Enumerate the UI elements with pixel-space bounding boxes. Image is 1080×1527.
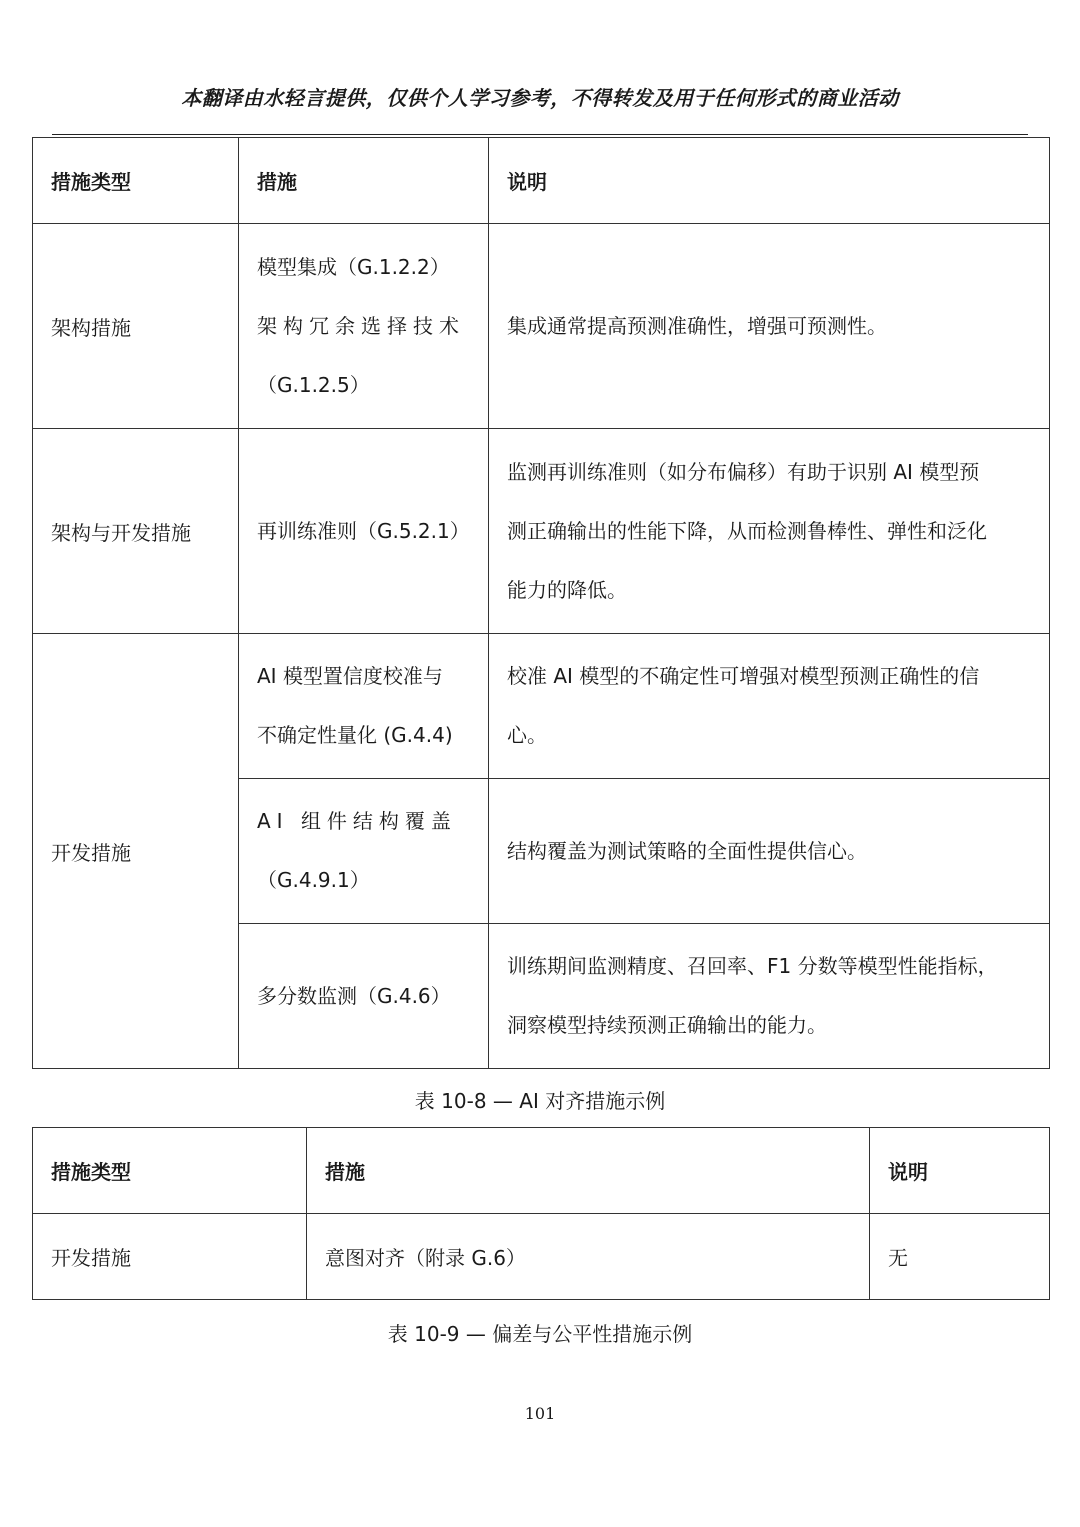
column-header-measure: 措施 bbox=[239, 138, 489, 224]
description-cell bbox=[489, 224, 1050, 429]
description-line: 测正确输出的性能下降，从而检测鲁棒性、弹性和泛化 bbox=[507, 518, 987, 543]
page-header: 本翻译由水轻言提供，仅供个人学习参考，不得转发及用于任何形式的商业活动 bbox=[181, 86, 899, 110]
page-number: 101 bbox=[524, 1404, 556, 1423]
description-line: 心。 bbox=[507, 723, 547, 747]
table-10-9 bbox=[32, 1127, 1050, 1300]
description-line: 能力的降低。 bbox=[507, 577, 627, 602]
table-caption: 表 10-9 — 偏差与公平性措施示例 bbox=[387, 1322, 693, 1346]
column-header-description: 说明 bbox=[489, 138, 1050, 224]
description-cell bbox=[489, 429, 1050, 634]
measure-line: （G.1.2.5） bbox=[257, 372, 370, 397]
description-line: 监测再训练准则（如分布偏移）有助于识别 AI 模型预 bbox=[507, 459, 980, 484]
description-line: 洞察模型持续预测正确输出的能力。 bbox=[507, 1013, 827, 1037]
table-header-row bbox=[33, 138, 1050, 224]
measure-cell bbox=[239, 429, 489, 634]
measure-cell bbox=[239, 224, 489, 429]
measure-type-cell: 开发措施 bbox=[33, 634, 239, 1069]
measure-cell: 意图对齐（附录 G.6） bbox=[307, 1214, 870, 1300]
column-header-type: 措施类型 bbox=[33, 1128, 307, 1214]
description-line: 训练期间监测精度、召回率、F1 分数等模型性能指标， bbox=[507, 954, 998, 978]
table-10-8 bbox=[32, 137, 1050, 1069]
description-cell bbox=[489, 634, 1050, 779]
column-header-type: 措施类型 bbox=[33, 138, 239, 224]
table-row bbox=[33, 1214, 1050, 1300]
measure-type-cell: 架构措施 bbox=[33, 224, 239, 429]
measure-line: 架构冗余选择技术 bbox=[257, 313, 465, 338]
description-line: 结构覆盖为测试策略的全面性提供信心。 bbox=[507, 838, 867, 863]
measure-cell bbox=[239, 779, 489, 924]
measure-line: AI 模型置信度校准与 bbox=[257, 664, 443, 688]
measure-line: 不确定性量化 (G.4.4) bbox=[257, 723, 453, 747]
column-header-description: 说明 bbox=[870, 1128, 1050, 1214]
measure-line: 多分数监测（G.4.6） bbox=[257, 983, 451, 1008]
table-caption: 表 10-8 — AI 对齐措施示例 bbox=[414, 1089, 666, 1113]
measure-cell bbox=[239, 634, 489, 779]
description-line: 校准 AI 模型的不确定性可增强对模型预测正确性的信 bbox=[507, 664, 980, 688]
description-cell bbox=[489, 779, 1050, 924]
measure-type-cell: 开发措施 bbox=[33, 1214, 307, 1300]
description-cell: 无 bbox=[870, 1214, 1050, 1300]
header-divider bbox=[52, 134, 1028, 135]
table-header-row bbox=[33, 1128, 1050, 1214]
measure-cell bbox=[239, 924, 489, 1069]
measure-type-cell: 架构与开发措施 bbox=[33, 429, 239, 634]
description-cell bbox=[489, 924, 1050, 1069]
measure-line: 模型集成（G.1.2.2） bbox=[257, 254, 450, 279]
column-header-measure: 措施 bbox=[307, 1128, 870, 1214]
measure-line: AI 组件结构覆盖 bbox=[257, 809, 457, 833]
measure-line: 再训练准则（G.5.2.1） bbox=[257, 518, 470, 543]
table-row bbox=[33, 634, 1050, 779]
table-row bbox=[33, 429, 1050, 634]
table-row bbox=[33, 224, 1050, 429]
measure-line: （G.4.9.1） bbox=[257, 868, 370, 892]
description-line: 集成通常提高预测准确性，增强可预测性。 bbox=[507, 313, 887, 338]
